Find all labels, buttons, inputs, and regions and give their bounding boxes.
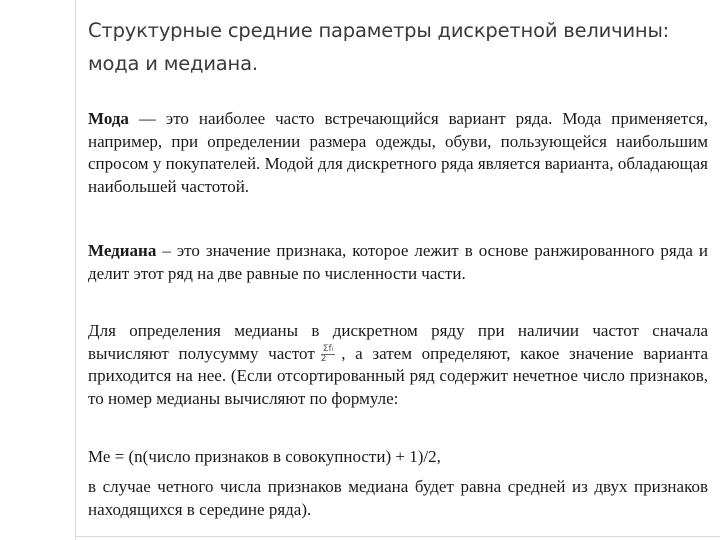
mode-term: Мода: [88, 109, 129, 128]
median-definition: [88, 240, 708, 285]
formula-numerator: Σfᵢ: [322, 344, 334, 355]
median-text: – это значение признака, которое лежит в основе ранжированного ряда и делит этот ряд на две равные по численности части.: [88, 241, 708, 283]
even-case-note: в случае четного числа признаков медиана будет равна средней из двух признаков находящихся в середине ряда).: [88, 477, 708, 519]
median-formula: Ме = (n(число признаков в совокупности) + 1)/2,: [88, 447, 441, 466]
frame-left-line: [75, 0, 76, 540]
median-method-before: Для определения медианы в дискретном ряду при наличии частот сначала вычисляют полусумму частот: [88, 321, 708, 363]
mode-definition: [88, 108, 708, 198]
formula-denominator: 2: [320, 354, 327, 365]
slide-title: Структурные средние параметры дискретной величины: мода и медиана.: [88, 19, 670, 75]
median-method: [88, 320, 708, 410]
mode-text: — это наиболее часто встречающийся вариант ряда. Мода применяется, например, при определении размера одежды, обуви, пользующейся наибольшим спросом у покупателей. Модой для дискретного ряда является варианта, обладающая наибольшей частотой.: [88, 109, 708, 196]
frame-bottom-line: [75, 536, 720, 537]
median-term: Медиана: [88, 241, 157, 260]
half-sum-formula: [321, 345, 335, 364]
median-method-after: , а затем определяют, какое значение варианта приходится на нее. (Если отсортированный ряд содержит нечетное число признаков, то номер медианы вычисляют по формуле:: [88, 343, 709, 408]
